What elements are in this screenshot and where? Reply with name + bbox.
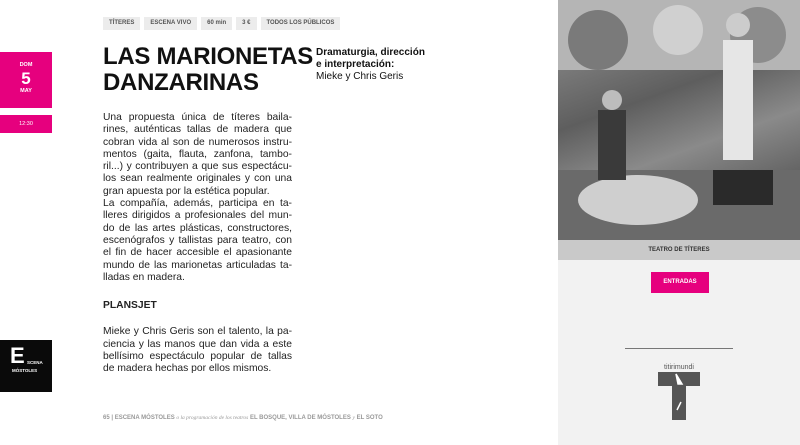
text-line: cobran vida al son de numerosos instru-: [103, 136, 292, 148]
page-title: [103, 44, 313, 96]
logo-line2: MÓSTOLES: [12, 368, 38, 373]
text-line: los sean realmente originales y con una: [103, 173, 292, 185]
t-logo-icon: [656, 372, 702, 422]
credits-role: Dramaturgia, dirección: [316, 47, 425, 58]
category-label: TEATRO DE TÍTERES: [558, 240, 800, 260]
text-line: bellísimo espectáculo popular de tallas: [103, 351, 292, 363]
titirimundi-logo: [656, 363, 702, 423]
escena-mostoles-logo: [0, 340, 52, 392]
text-line: de madera hechas por ellos mismos.: [103, 363, 272, 375]
divider: [625, 348, 733, 349]
weekday: DOM: [19, 62, 33, 68]
tag-genre: TÍTERES: [103, 17, 140, 30]
show-photo: [558, 0, 800, 240]
tickets-button[interactable]: ENTRADAS: [651, 272, 709, 293]
footer: [103, 414, 383, 422]
paragraph-1: [103, 112, 292, 198]
text-line: Mieke y Chris Geris son el talento, la pa-: [103, 326, 292, 338]
footer-last: EL SOTO: [356, 415, 383, 421]
paragraph-3: [103, 326, 292, 375]
footer-and: y: [352, 415, 355, 421]
date-badge: [0, 52, 52, 108]
text-line: gran apuesta por la estética popular.: [103, 185, 270, 197]
text-line: ril...) y contribuyen a que sus espectácu-: [103, 161, 292, 173]
text-line: ciencia y las manos que dan vida a este: [103, 338, 292, 350]
text-line: mentos (gaita, flauta, zanfona, tambo-: [103, 148, 292, 160]
credits: [316, 47, 425, 83]
day: 5: [21, 69, 31, 88]
footer-section: ESCENA MÓSTOLES: [114, 415, 175, 421]
tag-format: ESCENA VIVO: [144, 17, 197, 30]
text-line: mundo de las marionetas articuladas ta-: [103, 259, 292, 271]
month: MAY: [20, 88, 32, 94]
text-line: La compañía, además, participa en ta-: [103, 198, 292, 210]
text-line: escenógrafos y tallistas para teatro, con: [103, 234, 292, 246]
text-line: Una propuesta única de títeres baila-: [103, 112, 292, 123]
tag-price: 3 €: [236, 17, 256, 30]
logo-line1: SCENA: [27, 360, 43, 365]
credits-names: Mieke y Chris Geris: [316, 71, 404, 82]
text-line: rines, auténticas tallas de madera que: [103, 124, 292, 136]
credits-role: e interpretación:: [316, 59, 395, 70]
text-line: lladas en madera.: [103, 271, 185, 283]
logo-letter: E: [10, 343, 25, 368]
sidebar: [558, 0, 800, 445]
title-line: DANZARINAS: [103, 69, 259, 96]
description: [103, 112, 292, 376]
tag-list: [103, 17, 340, 30]
text-line: do de las artes plásticas, constructores,: [103, 222, 292, 234]
footer-italic: o la programación de los teatros: [176, 415, 249, 421]
company-heading: PLANSJET: [103, 300, 157, 312]
puppeteers-photo: [558, 0, 800, 240]
time-badge: 12:30: [0, 115, 52, 133]
tag-duration: 60 min: [201, 17, 232, 30]
tag-audience: TODOS LOS PÚBLICOS: [261, 17, 341, 30]
text-line: lleres dirigidos a profesionales del mun-: [103, 210, 292, 222]
title-line: LAS MARIONETAS: [103, 43, 314, 70]
partner-name: titirimundi: [664, 364, 694, 371]
separator: |: [111, 415, 114, 421]
footer-venues: EL BOSQUE, VILLA DE MÓSTOLES: [249, 415, 351, 421]
paragraph-2: [103, 198, 292, 284]
page-number: 65: [103, 415, 110, 421]
text-line: el fin de hacer accesible el apasionante: [103, 247, 292, 259]
